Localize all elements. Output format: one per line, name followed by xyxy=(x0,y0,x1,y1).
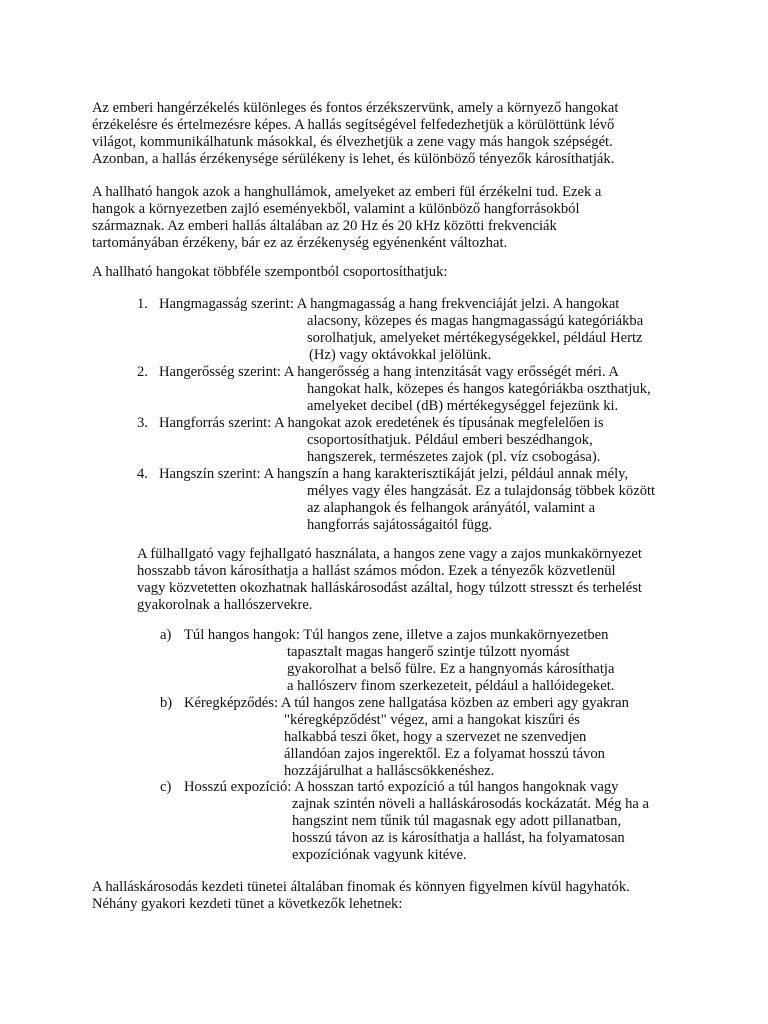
text-line: sorolhatjuk, amelyeket mértékegységekkel, például Hertz xyxy=(307,330,643,346)
text-line: hangszerek, természetes zajok (pl. víz csobogása). xyxy=(307,449,601,465)
list-item xyxy=(137,466,655,534)
list-item xyxy=(160,779,649,864)
text-line: Néhány gyakori kezdeti tünet a következők lehetnek: xyxy=(92,896,403,912)
text-line: csoportosíthatjuk. Például emberi beszédhangok, xyxy=(307,432,593,448)
list-marker: b) xyxy=(160,695,173,711)
text-line: hozzájárulhat a halláscsökkenéshez. xyxy=(284,763,495,779)
intro-paragraph xyxy=(92,100,692,168)
text-line: A hallható hangok azok a hanghullámok, amelyeket az emberi fül érzékelni tud. Ezek a xyxy=(92,184,602,200)
text-line: állandóan zajos ingerektől. Ez a folyamat hosszú távon xyxy=(284,746,605,762)
list-marker: a) xyxy=(160,627,172,643)
text-line: érzékelésre és értelmezésre képes. A hallás segítségével felfedezhetjük a körülöttünk lévő xyxy=(92,117,615,133)
list-item-text: Hosszú expozíció: A hosszan tartó expozíció a túl hangos hangoknak vagy xyxy=(184,779,619,795)
text-line: halkabbá teszi őket, hogy a szervezet ne szenvedjen xyxy=(284,729,587,745)
list-item-text: Hangmagasság szerint: A hangmagasság a hang frekvenciáját jelzi. A hangokat xyxy=(159,296,620,312)
audible-sounds-paragraph xyxy=(92,184,692,252)
text-line: Az emberi hangérzékelés különleges és fontos érzékszervünk, amely a környező hangokat xyxy=(92,100,619,116)
text-line: a hallószerv finom szerkezeteit, például a hallóidegeket. xyxy=(287,678,615,694)
list-item xyxy=(160,627,614,695)
text-line: zajnak szintén növeli a halláskárosodás kockázatát. Még ha a xyxy=(292,796,649,812)
list-item-text: Túl hangos hangok: Túl hangos zene, illetve a zajos munkakörnyezetben xyxy=(184,627,609,643)
text-line: expozíciónak vagyunk kitéve. xyxy=(292,847,467,863)
text-line: hangokat halk, közepes és hangos kategóriákba oszthatjuk, xyxy=(307,381,651,397)
grouping-intro-paragraph xyxy=(92,264,692,281)
list-item xyxy=(137,364,651,415)
text-line: világot, kommunikálhatunk másokkal, és élvezhetjük a zene vagy más hangok szépségét. xyxy=(92,134,613,150)
text-line: az alaphangok és felhangok arányától, valamint a xyxy=(307,500,596,516)
text-line: vagy közvetetten okozhatnak halláskárosodást azáltal, hogy túlzott stresszt és terhelést xyxy=(137,580,642,596)
text-line: A fülhallgató vagy fejhallgató használata, a hangos zene vagy a zajos munkakörnyezet xyxy=(137,546,642,562)
text-line: gyakorolhat a belső fülre. Ez a hangnyomás károsíthatja xyxy=(287,661,615,677)
list-marker: 4. xyxy=(137,466,148,482)
text-line: tapasztalt magas hangerő szintje túlzott nyomást xyxy=(287,644,570,660)
text-line: hangszint nem tűnik túl magasnak egy adott pillanatban, xyxy=(292,813,622,829)
text-line: mélyes vagy éles hangzását. Ez a tulajdonság többek között xyxy=(307,483,656,499)
text-line: (Hz) vagy oktávokkal jelölünk. xyxy=(309,347,492,363)
text-line: tartományában érzékeny, bár ez az érzékenység egyénenként változhat. xyxy=(92,235,508,251)
list-item-text: Kéregképződés: A túl hangos zene hallgatása közben az emberi agy gyakran xyxy=(184,695,629,711)
list-item-text: Hangforrás szerint: A hangokat azok eredetének és típusának megfelelően is xyxy=(159,415,604,431)
text-line: hosszú távon az is károsíthatja a hallást, ha folyamatosan xyxy=(292,830,625,846)
text-line: amelyeket decibel (dB) mértékegységgel fejezünk ki. xyxy=(307,398,619,414)
list-item xyxy=(160,695,629,780)
text-line: származnak. Az emberi hallás általában az 20 Hz és 20 kHz közötti frekvenciák xyxy=(92,218,557,234)
list-item-text: Hangerősség szerint: A hangerősség a hang intenzitását vagy erősségét méri. A xyxy=(159,364,619,380)
list-item xyxy=(137,415,604,466)
text-line: hangok a környezetben zajló eseményekből, valamint a különböző hangforrásokból xyxy=(92,201,580,217)
list-marker: c) xyxy=(160,779,172,795)
headphones-paragraph xyxy=(137,546,697,614)
text-line: hosszabb távon károsíthatja a hallást számos módon. Ezek a tényezők közvetlenül xyxy=(137,563,616,579)
symptoms-paragraph xyxy=(92,879,692,913)
text-line: "kéregképződést" végez, ami a hangokat kiszűri és xyxy=(284,712,580,728)
text-line: alacsony, közepes és magas hangmagasságú kategóriákba xyxy=(307,313,644,329)
list-item xyxy=(137,296,643,364)
text-line: Azonban, a hallás érzékenysége sérülékeny is lehet, és különböző tényezők károsíthatják. xyxy=(92,151,615,167)
text-line: hangforrás sajátosságaitól függ. xyxy=(307,517,493,533)
list-marker: 3. xyxy=(137,415,148,431)
list-marker: 2. xyxy=(137,364,148,380)
text-line: A halláskárosodás kezdeti tünetei általában finomak és könnyen figyelmen kívül hagyhatók. xyxy=(92,879,630,895)
text-line: gyakorolnak a hallószervekre. xyxy=(137,597,313,613)
list-marker: 1. xyxy=(137,296,148,312)
list-item-text: Hangszín szerint: A hangszín a hang karakterisztikáját jelzi, például annak mély, xyxy=(159,466,629,482)
text-line: A hallható hangokat többféle szempontból csoportosíthatjuk: xyxy=(92,264,448,280)
